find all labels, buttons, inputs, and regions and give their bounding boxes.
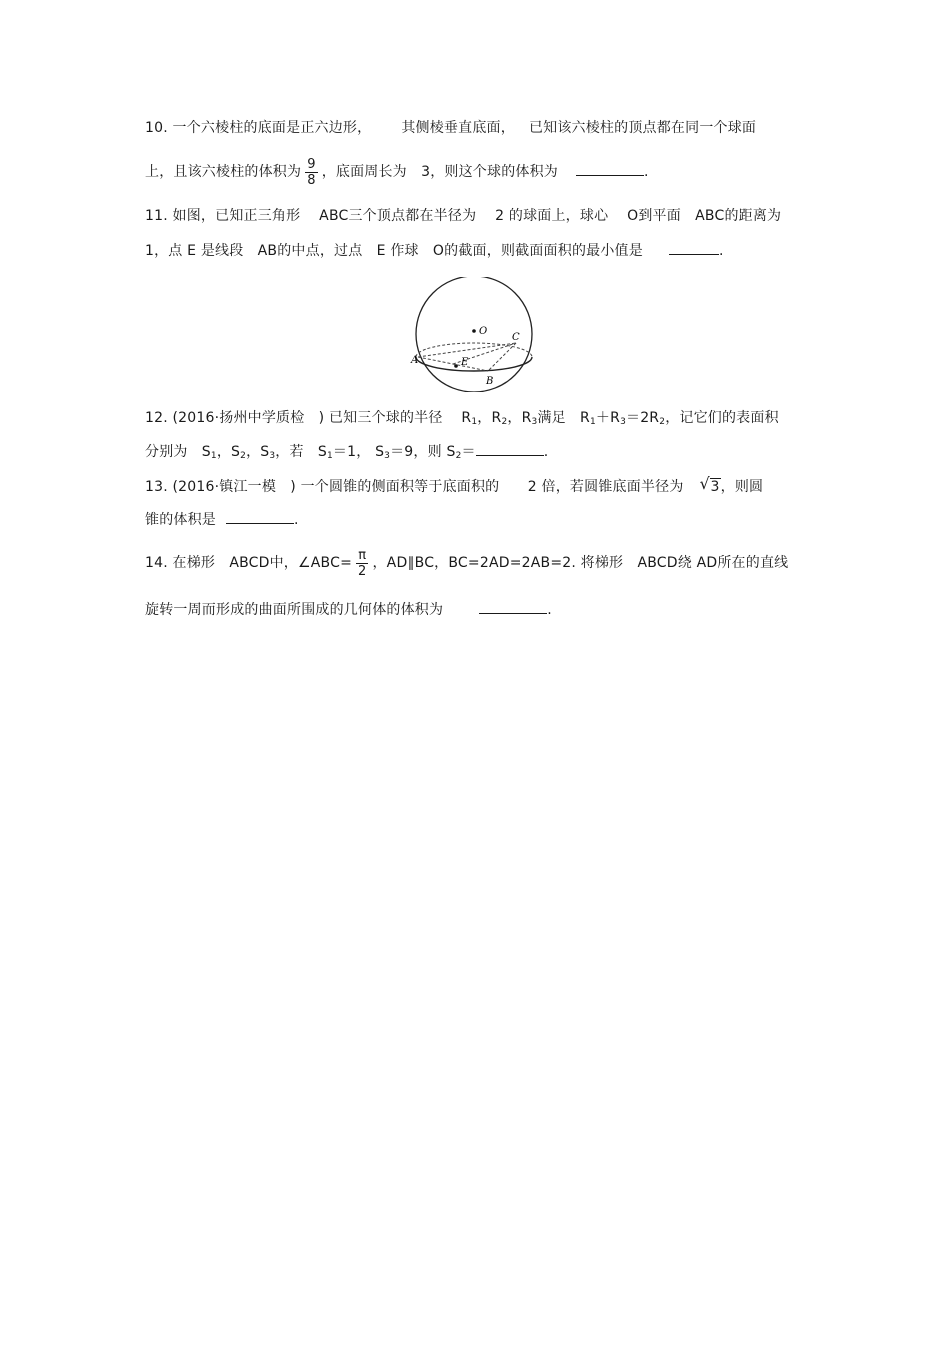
- q12-text-c: ，R: [507, 410, 532, 426]
- q10-frac-den: 8: [307, 172, 316, 188]
- q12-text-b: ，R: [477, 410, 502, 426]
- q12-sub: 3: [269, 451, 276, 461]
- q10-period: .: [644, 164, 649, 180]
- q12-text-l: ＝1， S: [332, 444, 385, 460]
- q11-text-a: 11. 如图，已知正三角形 ABC三个顶点都在半径为 2 的球面上，球心 O到平面 ABC的距离为: [145, 208, 782, 224]
- q12-sub: 1: [210, 451, 217, 461]
- q14-text-a: 14. 在梯形 ABCD中，∠ABC=: [145, 555, 352, 571]
- q12-sub: 1: [471, 417, 478, 427]
- q13-period: .: [294, 512, 299, 528]
- q12-text-n: ＝: [461, 444, 476, 460]
- q10-text-a: 10. 一个六棱柱的底面是正六边形，: [145, 120, 372, 136]
- q14-answer-blank[interactable]: [479, 599, 547, 614]
- q13-line1: [145, 474, 764, 497]
- q14-fraction: [356, 548, 368, 579]
- q10-line1: [145, 118, 756, 138]
- q14-frac-den: 2: [358, 563, 367, 579]
- q10-text-b: 其侧棱垂直底面，: [401, 120, 515, 136]
- point-O: [472, 329, 476, 333]
- q14-text-b: ，AD∥BC，BC=2AD=2AB=2. 将梯形 ABCD绕 AD所在的直线: [372, 555, 789, 571]
- q12-text-j: ，S: [246, 444, 270, 460]
- q10-line2: [145, 154, 649, 190]
- q12-text-a: 12. (2016·扬州中学质检 ) 已知三个球的半径 R: [145, 410, 472, 426]
- q14-text-c: 旋转一周而形成的曲面所围成的几何体的体积为: [145, 602, 444, 618]
- q12-text-e: ＋R: [595, 410, 621, 426]
- label-O: O: [479, 326, 488, 337]
- q11-period: .: [718, 243, 724, 259]
- label-C: C: [512, 332, 520, 343]
- q13-text-c: 锥的体积是: [145, 512, 216, 528]
- q11-text-b: 1，点 E 是线段 AB的中点，过点 E 作球 O的截面，则截面面积的最小值是: [145, 243, 643, 259]
- q12-sub: 3: [384, 451, 391, 461]
- q13-sqrt-value: 3: [710, 479, 720, 495]
- q12-text-i: ，S: [216, 444, 241, 460]
- q12-sub: 2: [501, 417, 508, 427]
- sqrt-icon: √: [699, 474, 710, 493]
- q12-sub: 1: [589, 417, 596, 427]
- q10-fraction: [305, 157, 317, 188]
- q10-text-d: 上，且该六棱柱的体积为: [145, 164, 302, 180]
- q12-sub: 3: [620, 417, 626, 427]
- q12-sub: 3: [531, 417, 538, 427]
- q12-text-g: ，记它们的表面积: [665, 410, 779, 426]
- segment-AC: [418, 343, 516, 357]
- q12-sub: 1: [326, 451, 333, 461]
- equator-front: [416, 357, 532, 371]
- q12-text-m: ＝9，则 S: [390, 444, 456, 460]
- label-E: E: [461, 357, 469, 368]
- q11-answer-blank[interactable]: [669, 240, 719, 255]
- q12-period: .: [543, 444, 549, 460]
- q14-frac-num: π: [356, 548, 368, 564]
- label-B: B: [486, 376, 494, 387]
- q10-text-e: ，底面周长为 3，则这个球的体积为: [321, 164, 558, 180]
- q13-text-b: ，则圆: [720, 479, 764, 495]
- label-A: A: [411, 355, 419, 366]
- q14-line1: [145, 545, 788, 581]
- q13-answer-blank[interactable]: [226, 509, 294, 524]
- q10-frac-num: 9: [307, 156, 316, 172]
- q12-line2: [145, 441, 548, 466]
- q12-sub: 2: [240, 451, 247, 461]
- q11-line1: [145, 206, 781, 226]
- q13-line2: [145, 509, 299, 530]
- sphere-figure: [408, 277, 538, 392]
- q14-period: .: [547, 602, 552, 618]
- q13-text-a: 13. (2016·镇江一模 ) 一个圆锥的侧面积等于底面积的 2 倍，若圆锥底面半径为: [145, 479, 684, 495]
- q11-line2: [145, 240, 724, 261]
- q12-text-d: 满足 R: [537, 410, 590, 426]
- q10-text-c: 已知该六棱柱的顶点都在同一个球面: [528, 120, 757, 136]
- q12-answer-blank[interactable]: [476, 441, 544, 456]
- q12-sub: 2: [455, 451, 462, 461]
- q10-answer-blank[interactable]: [576, 161, 644, 176]
- q14-line2: [145, 599, 552, 620]
- q12-text-h: 分别为 S: [145, 444, 211, 460]
- q12-text-k: ，若 S: [275, 444, 327, 460]
- point-E: [454, 364, 458, 368]
- q12-text-f: ＝2R: [626, 410, 660, 426]
- q12-sub: 2: [659, 417, 666, 427]
- q13-sqrt: [699, 474, 721, 497]
- q12-line1: [145, 408, 779, 432]
